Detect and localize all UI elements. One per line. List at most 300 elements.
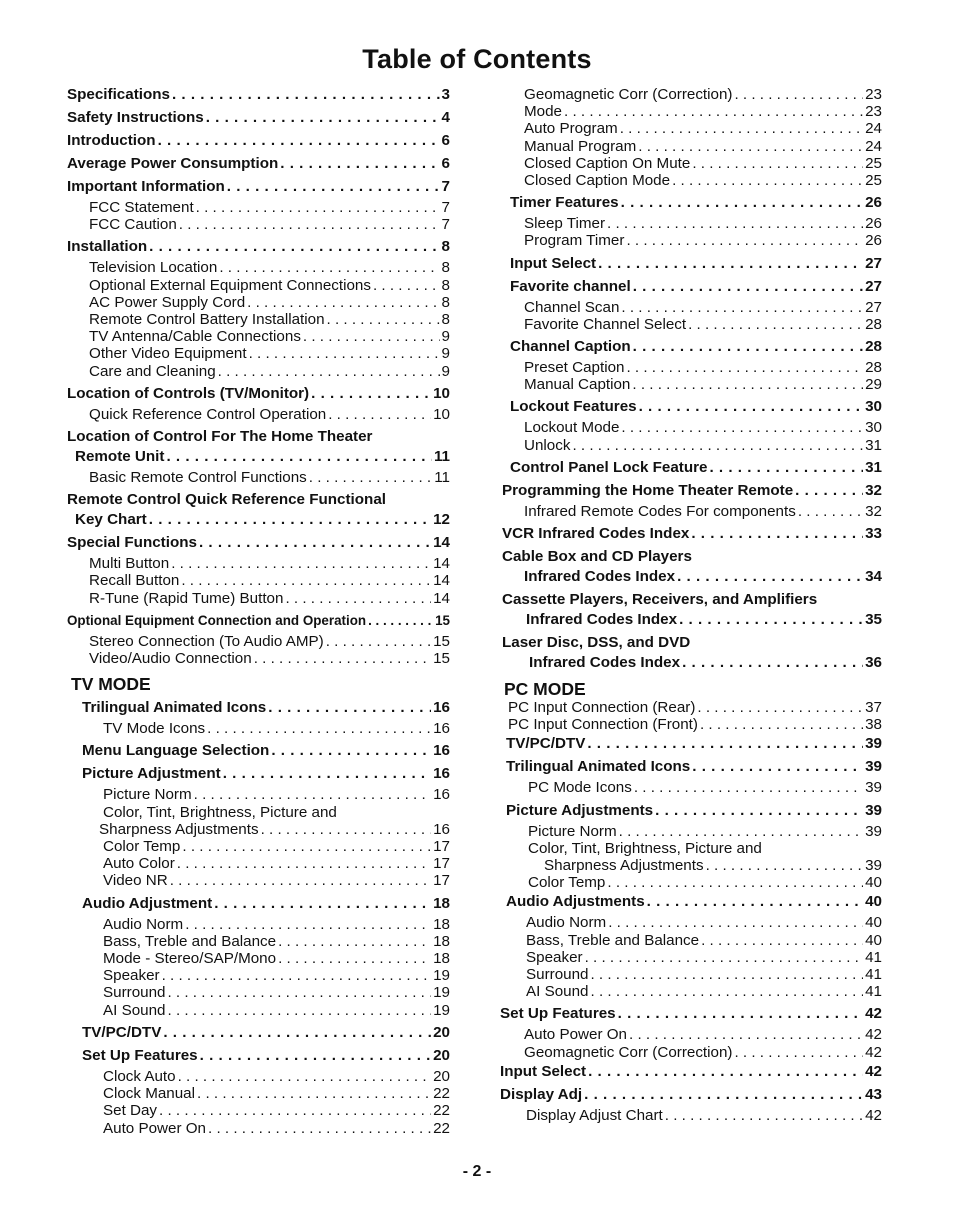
entry-label: AC Power Supply Cord [89, 293, 246, 311]
entry-page-number: 35 [865, 611, 882, 629]
entry-label: Preset Caption [524, 359, 625, 377]
dot-leader [692, 155, 863, 172]
dot-leader [598, 255, 863, 273]
entry-label: Installation [67, 238, 148, 256]
entry-label: Audio Adjustments [506, 893, 645, 911]
toc-subentry [67, 363, 450, 380]
entry-label: Location of Control For The Home Theater [67, 428, 373, 446]
entry-label: Remote Control Quick Reference Functional [67, 491, 386, 509]
entry-label: Input Select [500, 1062, 587, 1080]
entry-label: Trilingual Animated Icons [506, 758, 691, 776]
entry-label: Manual Program [524, 137, 637, 155]
dot-leader [185, 916, 431, 933]
dot-leader [639, 398, 864, 416]
entry-label: PC Input Connection (Rear) [508, 699, 696, 717]
entry-page-number: 14 [433, 589, 450, 607]
entry-label: Speaker [526, 948, 583, 966]
entry-label: Infrared Remote Codes For components [524, 502, 796, 520]
entry-page-number: 41 [865, 983, 882, 1001]
dot-leader [199, 534, 431, 552]
entry-page-number: 23 [865, 103, 882, 121]
toc-subentry [500, 983, 882, 1000]
entry-label: Color Temp [528, 874, 606, 892]
section-heading [500, 679, 882, 699]
entry-label: Audio Norm [526, 914, 607, 932]
toc-subentry [67, 1120, 450, 1137]
dot-leader [701, 932, 863, 949]
dot-leader [207, 720, 431, 737]
toc-subentry [67, 555, 450, 572]
dot-leader [620, 120, 863, 137]
entry-page-number: 26 [865, 232, 882, 250]
entry-page-number: 18 [433, 950, 450, 968]
toc-subentry [67, 984, 450, 1001]
entry-label: TV Mode Icons [103, 720, 206, 738]
toc-subentry [67, 633, 450, 650]
toc-subentry [500, 874, 882, 891]
entry-page-number: 12 [433, 511, 450, 529]
dot-leader [688, 316, 863, 333]
dot-leader [223, 765, 431, 783]
entry-label: Infrared Codes Index [524, 568, 676, 586]
toc-subentry [500, 966, 882, 983]
entry-page-number: 43 [865, 1085, 882, 1103]
entry-page-number: 19 [433, 984, 450, 1002]
dot-leader [278, 950, 431, 967]
dot-leader [679, 611, 863, 629]
dot-leader [647, 893, 863, 911]
entry-label: Infrared Codes Index [526, 611, 678, 629]
entry-label: Special Functions [67, 534, 197, 552]
entry-label: Basic Remote Control Functions [89, 469, 307, 487]
entry-page-number: 23 [865, 86, 882, 103]
entry-label: FCC Caution [89, 216, 177, 234]
entry-page-number: 40 [865, 874, 882, 892]
entry-page-number: 39 [865, 758, 882, 776]
dot-leader [149, 238, 439, 256]
dot-leader [280, 155, 439, 173]
dot-leader [682, 654, 863, 672]
toc-entry [500, 255, 882, 273]
dot-leader [208, 1120, 431, 1137]
dot-leader [632, 376, 863, 393]
dot-leader [328, 406, 431, 423]
entry-label: Multi Button [89, 555, 170, 573]
dot-leader [626, 359, 863, 376]
entry-label: Closed Caption On Mute [524, 154, 691, 172]
entry-page-number: 8 [441, 276, 450, 294]
dot-leader [638, 138, 863, 155]
dot-leader [177, 855, 431, 872]
dot-leader [178, 1068, 431, 1085]
entry-page-number: 27 [865, 277, 882, 295]
dot-leader [584, 1086, 863, 1104]
entry-label: Quick Reference Control Operation [89, 405, 327, 423]
toc-right-column [500, 86, 882, 1124]
entry-page-number: 10 [433, 384, 450, 402]
toc-subentry [67, 1085, 450, 1102]
dot-leader [608, 914, 863, 931]
dot-leader [691, 525, 863, 543]
dot-leader [618, 1005, 863, 1023]
toc-entry [500, 1086, 882, 1104]
dot-leader [249, 345, 440, 362]
dot-leader [564, 103, 863, 120]
entry-page-number: 26 [865, 215, 882, 233]
toc-subentry [500, 232, 882, 249]
dot-leader [327, 311, 440, 328]
dot-leader [621, 194, 863, 212]
toc-entry [500, 654, 882, 672]
toc-subentry [67, 1102, 450, 1119]
toc-entry [67, 534, 450, 552]
entry-page-number: 40 [865, 893, 882, 911]
entry-page-number: 10 [433, 405, 450, 423]
entry-label: Mode - Stereo/SAP/Mono [103, 950, 277, 968]
dot-leader [196, 199, 440, 216]
dot-leader [162, 967, 432, 984]
toc-subentry [67, 804, 450, 821]
entry-label: TV Antenna/Cable Connections [89, 328, 301, 346]
dot-leader [278, 933, 431, 950]
dot-leader [692, 758, 863, 776]
toc-subentry [67, 294, 450, 311]
entry-page-number: 42 [865, 1062, 882, 1080]
toc-entry [67, 1047, 450, 1065]
dot-leader [665, 1107, 863, 1124]
entry-page-number: 28 [865, 338, 882, 356]
entry-label: R-Tune (Rapid Tume) Button [89, 589, 284, 607]
entry-label: Audio Adjustment [82, 894, 213, 912]
dot-leader [214, 895, 431, 913]
page-title: Table of Contents [362, 44, 592, 74]
entry-label: Recall Button [89, 572, 180, 590]
entry-page-number: 24 [865, 137, 882, 155]
entry-label: Control Panel Lock Feature [510, 458, 708, 476]
entry-page-number: 9 [441, 328, 450, 346]
entry-page-number: 27 [865, 298, 882, 316]
entry-label: Cassette Players, Receivers, and Amplifiers [502, 591, 818, 609]
entry-label: Video/Audio Connection [89, 650, 252, 668]
dot-leader [734, 86, 863, 103]
entry-page-number: 16 [433, 720, 450, 738]
dot-leader [182, 838, 431, 855]
entry-page-number: 8 [441, 238, 450, 256]
entry-page-number: 6 [441, 132, 450, 149]
dot-leader [247, 294, 439, 311]
entry-page-number: 30 [865, 419, 882, 437]
entry-label: Other Video Equipment [89, 345, 247, 363]
toc-subentry [500, 1044, 882, 1061]
entry-page-number: 40 [865, 914, 882, 932]
toc-entry [500, 482, 882, 500]
toc-subentry [67, 1002, 450, 1019]
toc-subentry [67, 821, 450, 838]
toc-entry [500, 893, 882, 911]
dot-leader [709, 459, 863, 477]
entry-page-number: 16 [433, 699, 450, 717]
entry-label: Surround [526, 966, 589, 984]
dot-leader [706, 857, 864, 874]
entry-page-number: 41 [865, 966, 882, 984]
entry-label: Picture Adjustment [82, 765, 221, 783]
toc-entry [67, 86, 450, 104]
entry-page-number: 39 [865, 779, 882, 797]
dot-leader [167, 984, 431, 1001]
dot-leader [373, 277, 440, 294]
entry-label: Set Up Features [500, 1005, 616, 1023]
dot-leader [268, 699, 431, 717]
entry-label: AI Sound [526, 983, 589, 1001]
dot-leader [197, 1085, 431, 1102]
dot-leader [634, 779, 863, 796]
dot-leader [181, 572, 431, 589]
dot-leader [285, 590, 431, 607]
dot-leader [261, 821, 432, 838]
entry-page-number: 28 [865, 315, 882, 333]
dot-leader [588, 1063, 863, 1081]
entry-label: Favorite Channel Select [524, 315, 687, 333]
entry-page-number: 17 [433, 872, 450, 890]
toc-entry [500, 525, 882, 543]
entry-label: Clock Auto [103, 1067, 176, 1085]
entry-label: TV/PC/DTV [506, 735, 586, 753]
entry-label: Introduction [67, 132, 156, 149]
entry-page-number: 39 [865, 857, 882, 875]
entry-page-number: 42 [865, 1043, 882, 1061]
dot-leader [734, 1044, 863, 1061]
toc-entry [67, 895, 450, 913]
dot-leader [572, 437, 863, 454]
entry-page-number: 18 [433, 932, 450, 950]
toc-subentry [67, 199, 450, 216]
dot-leader [179, 216, 440, 233]
toc-subentry [500, 103, 882, 120]
entry-label: Clock Manual [103, 1085, 196, 1103]
dot-leader [158, 132, 440, 150]
toc-subentry [500, 138, 882, 155]
entry-label: Set Up Features [82, 1046, 198, 1064]
toc-entry [500, 568, 882, 586]
entry-page-number: 39 [865, 735, 882, 753]
dot-leader [170, 872, 431, 889]
toc-subentry [67, 469, 450, 486]
dot-leader [303, 328, 440, 345]
entry-label: Bass, Treble and Balance [526, 931, 700, 949]
dot-leader [311, 385, 431, 403]
dot-leader [227, 178, 440, 196]
toc-subentry [500, 823, 882, 840]
entry-label: FCC Statement [89, 199, 194, 216]
toc-subentry [67, 572, 450, 589]
toc-subentry [500, 716, 882, 733]
entry-label: Color, Tint, Brightness, Picture and [103, 803, 337, 821]
entry-page-number: 18 [433, 894, 450, 912]
toc-entry [67, 238, 450, 256]
entry-page-number: 27 [865, 254, 882, 272]
entry-label: Stereo Connection (To Audio AMP) [89, 632, 324, 650]
entry-label: Location of Controls (TV/Monitor) [67, 384, 310, 402]
entry-label: Remote Unit [75, 448, 165, 466]
entry-label: Auto Program [524, 120, 618, 138]
entry-label: Sharpness Adjustments [99, 820, 259, 838]
toc-subentry [67, 838, 450, 855]
toc-entry [500, 591, 882, 609]
entry-page-number: 26 [865, 194, 882, 212]
entry-label: Programming the Home Theater Remote [502, 481, 794, 499]
entry-label: Manual Caption [524, 376, 631, 394]
toc-entry [67, 491, 450, 509]
entry-label: Cable Box and CD Players [502, 548, 692, 566]
toc-entry [67, 448, 450, 466]
entry-label: TV/PC/DTV [82, 1023, 162, 1041]
entry-page-number: 7 [441, 199, 450, 216]
dot-leader [619, 823, 863, 840]
dot-leader [254, 650, 431, 667]
toc-subentry [500, 376, 882, 393]
toc-subentry [67, 950, 450, 967]
entry-page-number: 19 [433, 1001, 450, 1019]
dot-leader [697, 699, 863, 716]
dot-leader [798, 503, 863, 520]
dot-leader [629, 1026, 863, 1043]
dot-leader [166, 448, 431, 466]
dot-leader [587, 735, 863, 753]
entry-page-number: 8 [441, 259, 450, 277]
entry-page-number: 25 [865, 154, 882, 172]
dot-leader [795, 482, 863, 500]
dot-leader [655, 802, 863, 820]
toc-subentry [500, 419, 882, 436]
dot-leader [626, 232, 863, 249]
entry-page-number: 20 [433, 1046, 450, 1064]
entry-page-number: 8 [441, 311, 450, 329]
entry-label: Sharpness Adjustments [544, 857, 704, 875]
entry-label: Closed Caption Mode [524, 172, 671, 190]
toc-subentry [67, 650, 450, 667]
toc-entry [500, 1063, 882, 1081]
toc-subentry [500, 857, 882, 874]
entry-label: Input Select [510, 254, 597, 272]
entry-page-number: 14 [433, 534, 450, 552]
dot-leader [326, 633, 431, 650]
toc-entry [500, 278, 882, 296]
entry-page-number: 22 [433, 1085, 450, 1103]
entry-label: Color Temp [103, 838, 181, 856]
toc-entry [67, 428, 450, 446]
entry-label: TV MODE [71, 674, 151, 695]
entry-page-number: 25 [865, 172, 882, 190]
toc-subentry [500, 779, 882, 796]
entry-label: Mode [524, 103, 562, 121]
dot-leader [621, 419, 863, 436]
toc-subentry [67, 916, 450, 933]
entry-page-number: 16 [433, 742, 450, 760]
dot-leader [168, 1002, 432, 1019]
entry-page-number: 22 [433, 1102, 450, 1120]
dot-leader [171, 555, 431, 572]
toc-subentry [67, 967, 450, 984]
toc-subentry [67, 786, 450, 803]
toc-subentry [500, 172, 882, 189]
entry-page-number: 42 [865, 1026, 882, 1044]
toc-entry [500, 758, 882, 776]
entry-label: Picture Adjustments [506, 801, 654, 819]
toc-subentry [500, 1107, 882, 1124]
entry-page-number: 3 [441, 86, 450, 103]
dot-leader [677, 568, 863, 586]
entry-page-number: 4 [441, 109, 450, 126]
entry-page-number: 16 [433, 765, 450, 783]
dot-leader [159, 1102, 431, 1119]
entry-page-number: 42 [865, 1005, 882, 1023]
entry-page-number: 29 [865, 376, 882, 394]
toc-subentry [500, 840, 882, 857]
toc-subentry [500, 914, 882, 931]
toc-subentry [67, 277, 450, 294]
toc-left-column [67, 86, 450, 1137]
entry-page-number: 38 [865, 716, 882, 734]
toc-subentry [67, 406, 450, 423]
entry-page-number: 22 [433, 1119, 450, 1137]
entry-label: Unlock [524, 436, 571, 454]
toc-entry [500, 398, 882, 416]
toc-entry [500, 459, 882, 477]
dot-leader [219, 259, 439, 276]
entry-label: Auto Color [103, 855, 175, 873]
entry-page-number: 31 [865, 458, 882, 476]
entry-page-number: 14 [433, 572, 450, 590]
toc-entry [67, 699, 450, 717]
entry-label: Lockout Features [510, 398, 637, 416]
entry-label: Channel Caption [510, 338, 631, 356]
toc-subentry [500, 1026, 882, 1043]
entry-page-number: 39 [865, 801, 882, 819]
toc-subentry [67, 720, 450, 737]
toc-subentry [67, 590, 450, 607]
entry-label: Menu Language Selection [82, 742, 270, 760]
entry-label: Specifications [67, 86, 170, 103]
entry-page-number: 17 [433, 838, 450, 856]
toc-entry [67, 765, 450, 783]
entry-page-number: 32 [865, 481, 882, 499]
toc-subentry [500, 437, 882, 454]
entry-page-number: 20 [433, 1023, 450, 1041]
dot-leader [607, 215, 863, 232]
entry-page-number: 42 [865, 1106, 882, 1124]
toc-entry [67, 742, 450, 760]
dot-leader [149, 511, 431, 529]
toc-entry [67, 1024, 450, 1042]
entry-label: Display Adjust Chart [526, 1106, 663, 1124]
entry-page-number: 16 [433, 820, 450, 838]
toc-subentry [500, 120, 882, 137]
entry-page-number: 8 [441, 293, 450, 311]
entry-page-number: 30 [865, 398, 882, 416]
entry-label: Geomagnetic Corr (Correction) [524, 86, 733, 103]
entry-page-number: 18 [433, 915, 450, 933]
entry-label: Important Information [67, 178, 225, 195]
toc-entry [500, 634, 882, 652]
entry-label: Video NR [103, 872, 168, 890]
entry-page-number: 40 [865, 931, 882, 949]
dot-leader [621, 299, 863, 316]
toc-subentry [500, 932, 882, 949]
toc-entry [500, 802, 882, 820]
toc-subentry [500, 503, 882, 520]
entry-label: Audio Norm [103, 915, 184, 933]
entry-label: Favorite channel [510, 277, 631, 295]
